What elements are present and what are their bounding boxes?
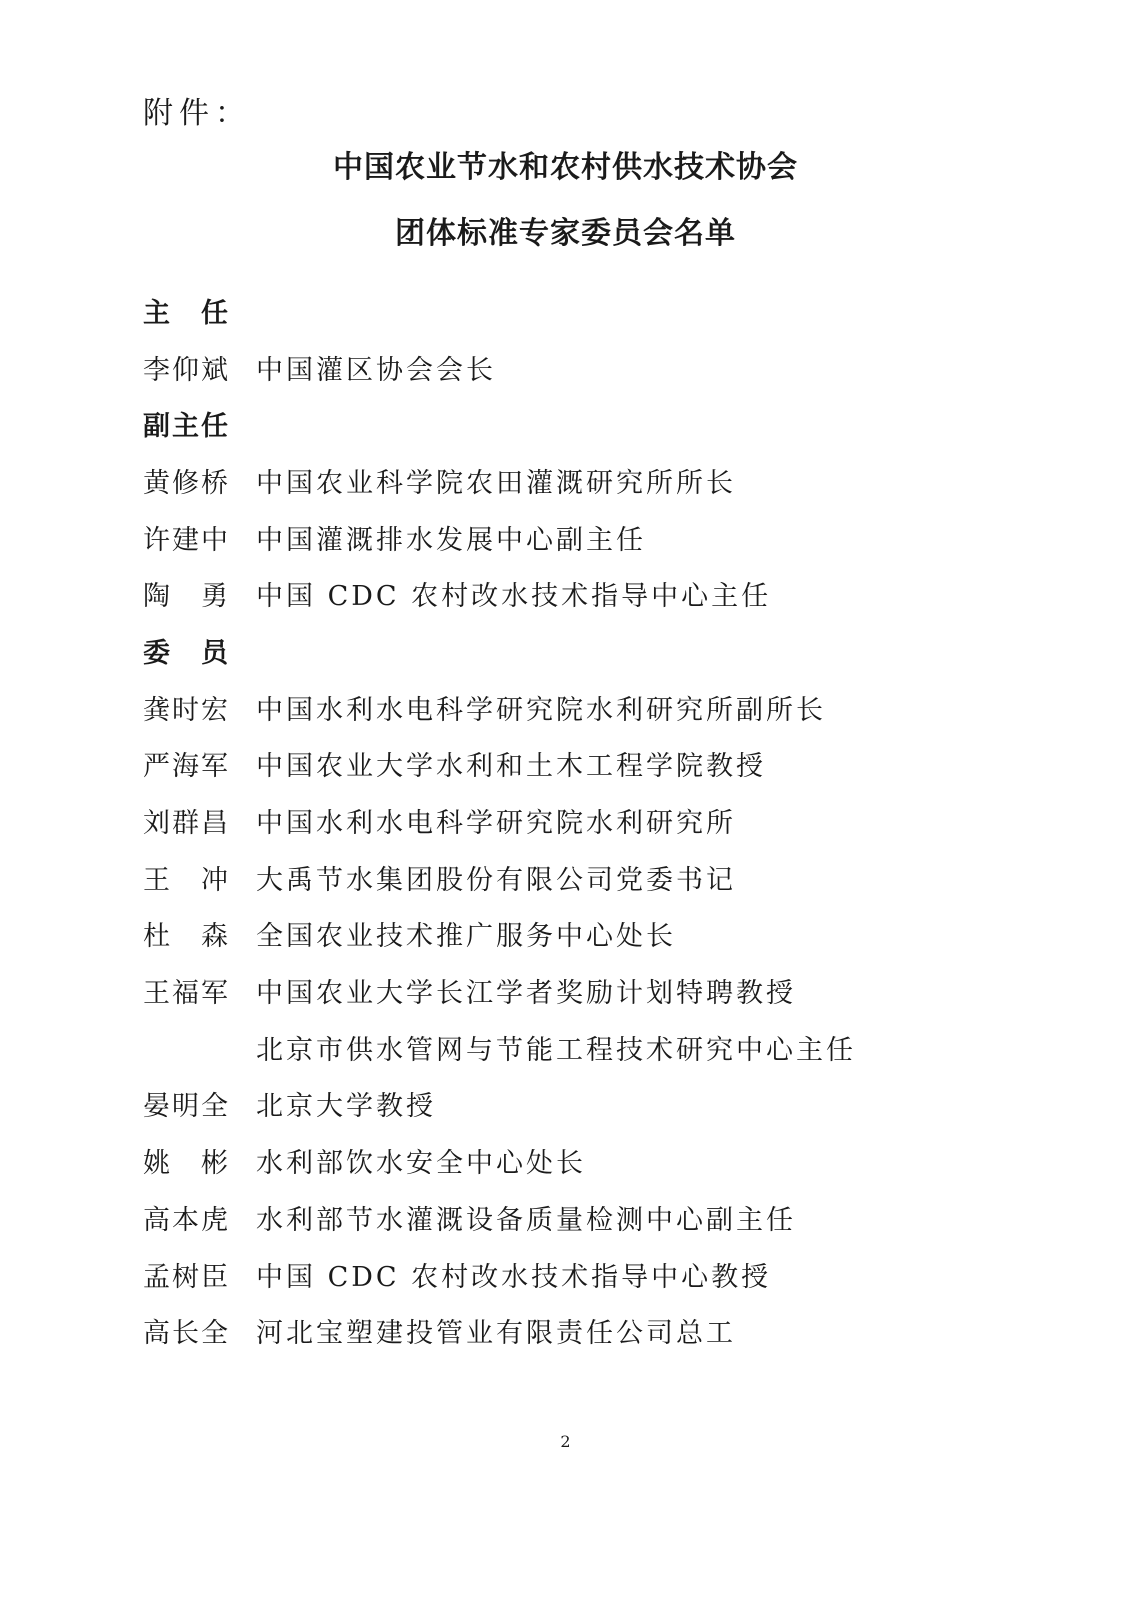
member-name: 陶 勇 xyxy=(143,581,230,613)
roster-row xyxy=(143,906,1023,963)
member-name: 高本虎 xyxy=(143,1204,230,1236)
member-title: 中国灌区协会会长 xyxy=(256,354,496,386)
member-title: 全国农业技术推广服务中心处长 xyxy=(256,921,676,953)
member-name: 杜 森 xyxy=(143,921,230,953)
member-name: 王福军 xyxy=(143,978,230,1010)
document-title-line2: 团体标准专家委员会名单 xyxy=(395,216,736,251)
member-name: 黄修桥 xyxy=(143,467,230,499)
member-name: 严海军 xyxy=(143,751,230,783)
member-title: 中国灌溉排水发展中心副主任 xyxy=(256,524,646,556)
roster-row xyxy=(143,1132,1023,1189)
attachment-label: 附件： xyxy=(143,96,251,131)
roster-row-continuation xyxy=(143,1019,1023,1076)
member-name: 王 冲 xyxy=(143,864,230,896)
member-name: 姚 彬 xyxy=(143,1148,230,1180)
page-number: 2 xyxy=(560,1432,571,1451)
member-title: 北京大学教授 xyxy=(256,1091,436,1123)
member-title: 水利部节水灌溉设备质量检测中心副主任 xyxy=(256,1204,796,1236)
section-heading-director: 主 任 xyxy=(143,297,230,329)
roster-row xyxy=(143,452,1023,509)
roster-row xyxy=(143,1189,1023,1246)
member-title: 中国 CDC 农村改水技术指导中心主任 xyxy=(256,581,772,613)
committee-roster xyxy=(143,282,1023,1359)
member-title: 中国水利水电科学研究院水利研究所副所长 xyxy=(256,694,826,726)
member-title: 北京市供水管网与节能工程技术研究中心主任 xyxy=(256,1034,856,1066)
roster-row xyxy=(143,849,1023,906)
document-title-line1: 中国农业节水和农村供水技术协会 xyxy=(333,150,798,185)
roster-row xyxy=(143,962,1023,1019)
section-heading-deputy: 副主任 xyxy=(143,411,230,443)
member-name: 龚时宏 xyxy=(143,694,230,726)
roster-row xyxy=(143,565,1023,622)
member-name: 孟树臣 xyxy=(143,1261,230,1293)
member-name: 高长全 xyxy=(143,1318,230,1350)
roster-row xyxy=(143,509,1023,566)
roster-row xyxy=(143,679,1023,736)
roster-row xyxy=(143,1302,1023,1359)
member-name: 晏明全 xyxy=(143,1091,230,1123)
member-title: 中国水利水电科学研究院水利研究所 xyxy=(256,808,736,840)
roster-row xyxy=(143,1076,1023,1133)
roster-row xyxy=(143,339,1023,396)
member-title: 大禹节水集团股份有限公司党委书记 xyxy=(256,864,736,896)
member-title: 河北宝塑建投管业有限责任公司总工 xyxy=(256,1318,736,1350)
member-name: 刘群昌 xyxy=(143,808,230,840)
roster-row xyxy=(143,792,1023,849)
member-title: 中国 CDC 农村改水技术指导中心教授 xyxy=(256,1261,772,1293)
roster-row xyxy=(143,1246,1023,1303)
member-title: 中国农业大学水利和土木工程学院教授 xyxy=(256,751,766,783)
member-title: 水利部饮水安全中心处长 xyxy=(256,1148,586,1180)
member-name: 许建中 xyxy=(143,524,230,556)
roster-row xyxy=(143,736,1023,793)
member-title: 中国农业科学院农田灌溉研究所所长 xyxy=(256,467,736,499)
member-name: 李仰斌 xyxy=(143,354,230,386)
section-heading-members: 委 员 xyxy=(143,637,230,669)
member-title: 中国农业大学长江学者奖励计划特聘教授 xyxy=(256,978,796,1010)
